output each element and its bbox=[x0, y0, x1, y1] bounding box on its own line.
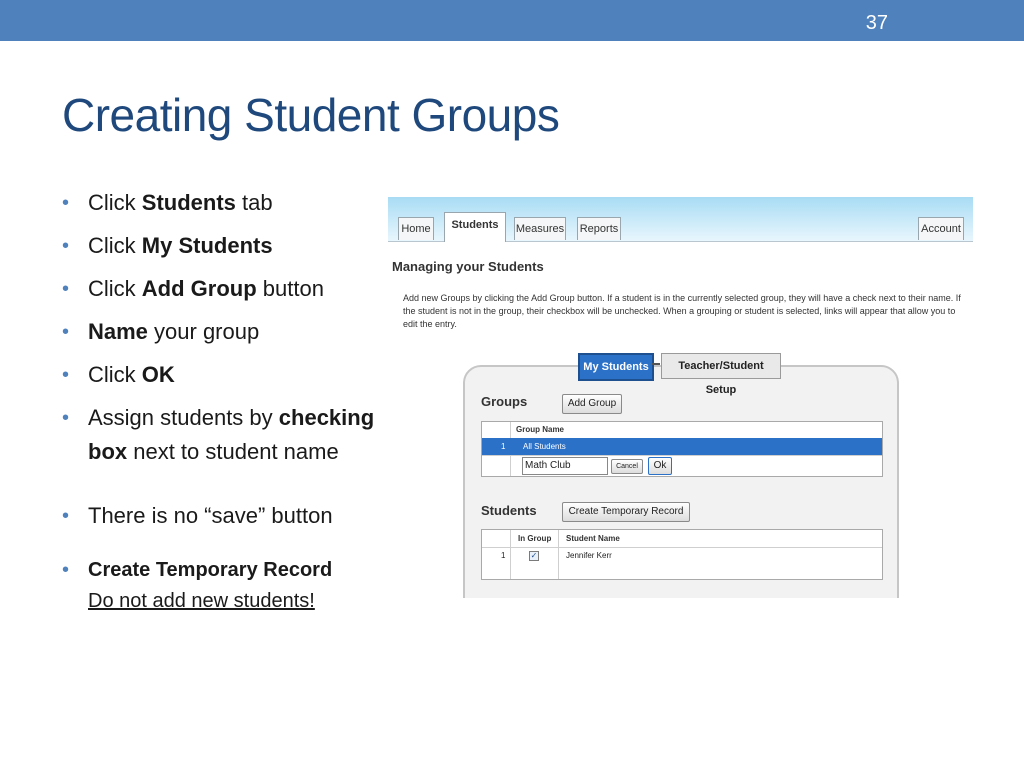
page-description: Add new Groups by clicking the Add Group button. If a student is in the currently selected group, they will have a check next to their name. If the student is not in the group, their checkbox will be unchecked. When a grouping or student is selected, links will appear that allow you to edit the entry. bbox=[403, 293, 961, 329]
bullet-click-my-students: • Click My Students bbox=[62, 229, 382, 263]
tab-account[interactable]: Account bbox=[918, 217, 964, 240]
groups-label: Groups bbox=[481, 394, 528, 409]
row-index: 1 bbox=[501, 551, 506, 560]
bullet-click-students: • Click Students tab bbox=[62, 186, 382, 220]
tab-reports[interactable]: Reports bbox=[577, 217, 621, 240]
slide-number: 37 bbox=[865, 12, 888, 34]
bullet-no-save: • There is no “save” button bbox=[62, 499, 382, 533]
ok-button[interactable]: Ok bbox=[648, 457, 672, 475]
slide-title: Creating Student Groups bbox=[62, 89, 560, 141]
in-group-header: In Group bbox=[518, 534, 552, 543]
bullet-click-add-group: • Click Add Group button bbox=[62, 272, 382, 306]
instruction-list bbox=[62, 186, 382, 626]
in-group-checkbox[interactable]: ✓ bbox=[530, 551, 538, 560]
tab-my-students[interactable]: My Students bbox=[578, 353, 654, 381]
groups-table bbox=[481, 421, 883, 477]
tab-home[interactable]: Home bbox=[398, 217, 434, 240]
page-heading: Managing your Students bbox=[392, 259, 544, 274]
tab-students[interactable]: Students bbox=[444, 212, 506, 242]
tab-separator bbox=[652, 363, 660, 365]
bullet-assign-students: • Assign students by checking box next to student name bbox=[62, 401, 382, 469]
header-bar bbox=[0, 0, 1024, 41]
bullet-click-ok: • Click OK bbox=[62, 358, 382, 392]
group-name-input[interactable]: Math Club bbox=[522, 457, 608, 475]
students-label: Students bbox=[481, 503, 537, 518]
bullet-temporary-record: • Create Temporary Record Do not add new students! bbox=[62, 555, 382, 617]
group-name-cell: All Students bbox=[523, 442, 566, 451]
row-index: 1 bbox=[501, 442, 506, 451]
tab-measures[interactable]: Measures bbox=[514, 217, 566, 240]
student-name-header: Student Name bbox=[566, 534, 620, 543]
app-nav-bar bbox=[388, 197, 973, 242]
group-name-header: Group Name bbox=[516, 425, 565, 434]
bullet-name-group: • Name your group bbox=[62, 315, 382, 349]
students-table bbox=[481, 529, 883, 580]
student-name-cell[interactable]: Jennifer Kerr bbox=[566, 551, 612, 560]
add-group-button[interactable]: Add Group bbox=[562, 394, 622, 414]
cancel-button[interactable]: Cancel bbox=[611, 459, 643, 474]
create-temporary-record-button[interactable]: Create Temporary Record bbox=[562, 502, 690, 522]
app-screenshot bbox=[388, 197, 973, 598]
tab-teacher-student-setup[interactable]: Teacher/Student Setup bbox=[661, 353, 781, 379]
